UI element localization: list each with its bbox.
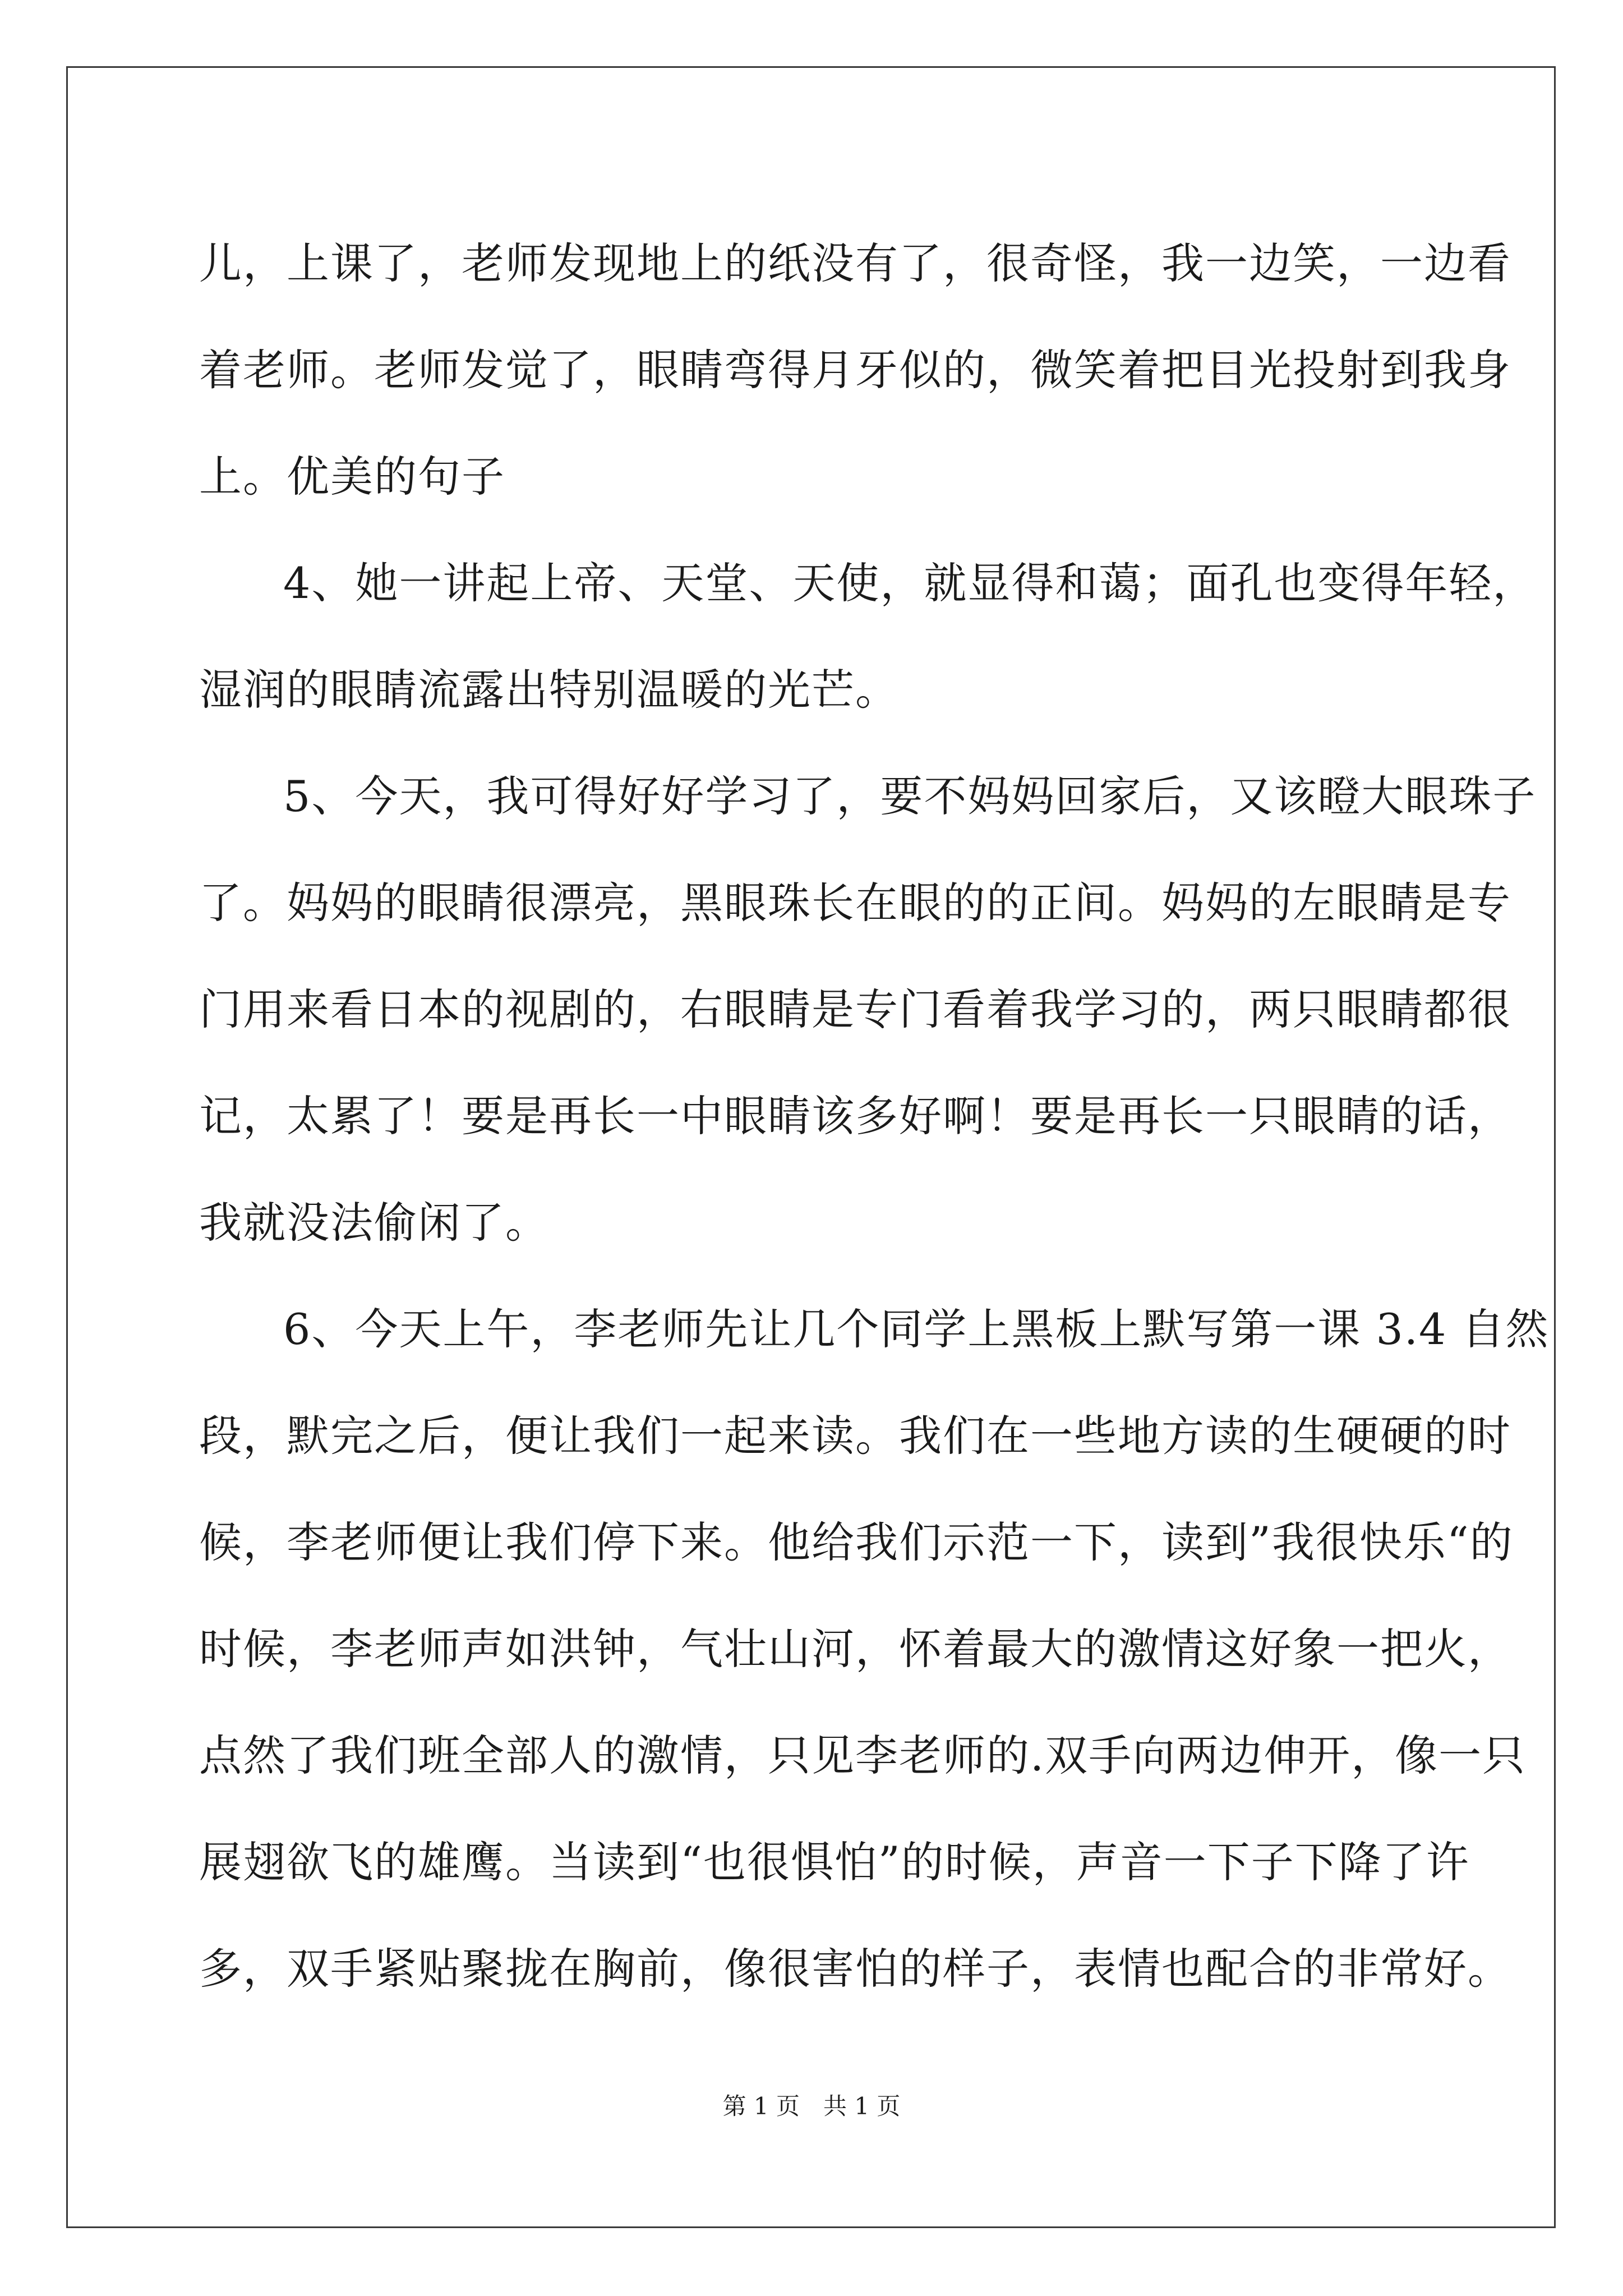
text-line: 我就没法偷闲了。 [199, 1198, 549, 1248]
text-line: 着老师。老师发觉了，眼睛弯得月牙似的，微笑着把目光投射到我身 [199, 345, 1511, 395]
page-footer: 第 1 页 共 1 页 [722, 2092, 901, 2120]
text-line: 时候，李老师声如洪钟，气壮山河，怀着最大的激情这好象一把火， [199, 1624, 1511, 1674]
text-line: 上。优美的句子 [199, 452, 505, 501]
text-line: 段，默完之后，便让我们一起来读。我们在一些地方读的生硬硬的时 [199, 1411, 1511, 1461]
paragraph-first-line: 6、今天上午，李老师先让几个同学上黑板上默写第一课 3.4 自然 [283, 1304, 1550, 1354]
text-line: 了。妈妈的眼睛很漂亮，黑眼珠长在眼的的正间。妈妈的左眼睛是专 [199, 878, 1511, 928]
text-line: 门用来看日本的视剧的，右眼睛是专门看着我学习的，两只眼睛都很 [199, 984, 1511, 1034]
paragraph-first-line: 5、今天，我可得好好学习了，要不妈妈回家后，又该瞪大眼珠子 [283, 771, 1537, 821]
text-line: 记，太累了！要是再长一中眼睛该多好啊！要是再长一只眼睛的话， [199, 1091, 1511, 1141]
text-line: 湿润的眼睛流露出特别温暖的光芒。 [199, 665, 899, 715]
text-line: 儿，上课了，老师发现地上的纸没有了，很奇怪，我一边笑，一边看 [199, 238, 1511, 288]
text-line: 候，李老师便让我们停下来。他给我们示范一下，读到”我很快乐“的 [199, 1517, 1514, 1567]
paragraph-first-line: 4、她一讲起上帝、天堂、天使，就显得和蔼；面孔也变得年轻， [283, 558, 1537, 608]
text-line: 多，双手紧贴聚拢在胸前，像很害怕的样子，表情也配合的非常好。 [199, 1944, 1511, 1994]
document-body [199, 210, 1550, 2022]
text-line: 展翅欲飞的雄鹰。当读到“也很惧怕”的时候，声音一下子下降了许 [199, 1837, 1470, 1887]
text-line: 点然了我们班全部人的激情，只见李老师的.双手向两边伸开，像一只 [199, 1731, 1527, 1780]
